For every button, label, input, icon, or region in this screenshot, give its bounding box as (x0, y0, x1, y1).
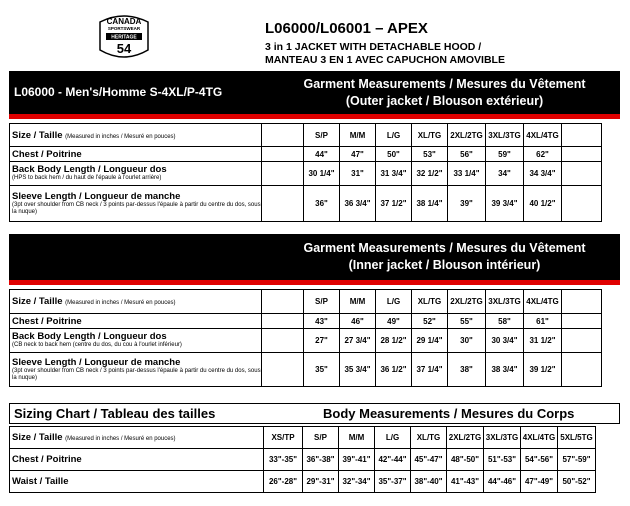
inner-chest-row (10, 314, 602, 329)
value-cell: 30" (448, 329, 486, 353)
blank-cell (562, 329, 602, 353)
blank-cell (562, 147, 602, 162)
value-cell: 47" (340, 147, 376, 162)
size-header: L/G (376, 290, 412, 314)
inner-measurement-table (9, 289, 602, 387)
size-header: 4XL/4TG (524, 124, 562, 147)
value-cell: 35" (304, 353, 340, 387)
outer-size-row (10, 124, 602, 147)
body-size-row (10, 427, 596, 449)
value-cell: 33 1/4" (448, 162, 486, 186)
value-cell: 51"-53" (484, 449, 521, 471)
inner-sleeve-row (10, 353, 602, 387)
value-cell: 36 3/4" (340, 186, 376, 222)
value-cell: 29 1/4" (412, 329, 448, 353)
inner-header-bar (9, 234, 620, 280)
size-header: 3XL/3TG (486, 290, 524, 314)
value-cell: 36"-38" (303, 449, 339, 471)
value-cell: 47"-49" (521, 471, 558, 493)
size-header: 5XL/5TG (558, 427, 596, 449)
value-cell: 38" (448, 353, 486, 387)
outer-heading-line1: Garment Measurements / Mesures du Vêtement (303, 77, 586, 91)
value-cell: 32"-34" (339, 471, 375, 493)
size-header: L/G (375, 427, 411, 449)
value-cell: 35"-37" (375, 471, 411, 493)
row-label: Back Body Length / Longueur dos (CB neck to back hem (centre du dos, du cou à l'ourlet inférieur) (10, 329, 262, 353)
value-cell: 28 1/2" (376, 329, 412, 353)
value-cell: 59" (486, 147, 524, 162)
row-label: Sleeve Length / Longueur de manche (3pt over shoulder from CB neck / 3 points par-dessus l'épaule à partir du centre du dos, sous la nuque) (10, 186, 262, 222)
inner-size-row (10, 290, 602, 314)
blank-cell (562, 353, 602, 387)
row-label: Sleeve Length / Longueur de manche (3pt over shoulder from CB neck / 3 points par-dessus l'épaule à partir du centre du dos, sous la nuque) (10, 353, 262, 387)
value-cell: 38 1/4" (412, 186, 448, 222)
size-header: 4XL/4TG (521, 427, 558, 449)
size-header: 2XL/2TG (448, 124, 486, 147)
value-cell: 39 3/4" (486, 186, 524, 222)
size-header: XS/TP (264, 427, 303, 449)
blank-cell (262, 329, 304, 353)
outer-sleeve-row (10, 186, 602, 222)
row-label: Waist / Taille (10, 471, 264, 493)
value-cell: 50"-52" (558, 471, 596, 493)
product-subtitle (265, 41, 505, 67)
blank-cell (562, 124, 602, 147)
blank-cell (562, 314, 602, 329)
outer-measurement-table (9, 123, 602, 222)
size-header: M/M (340, 290, 376, 314)
value-cell: 34 3/4" (524, 162, 562, 186)
value-cell: 34" (486, 162, 524, 186)
outer-header-bar (9, 71, 620, 114)
outer-back-length-row (10, 162, 602, 186)
inner-heading-line2: (Inner jacket / Blouson intérieur) (348, 258, 541, 272)
value-cell: 37 1/2" (376, 186, 412, 222)
subtitle-en: 3 in 1 JACKET WITH DETACHABLE HOOD / (265, 41, 482, 53)
value-cell: 54"-56" (521, 449, 558, 471)
outer-chest-row (10, 147, 602, 162)
value-cell: 31 3/4" (376, 162, 412, 186)
subtitle-fr: MANTEAU 3 EN 1 AVEC CAPUCHON AMOVIBLE (265, 54, 505, 66)
value-cell: 31" (340, 162, 376, 186)
blank-cell (262, 147, 304, 162)
value-cell: 31 1/2" (524, 329, 562, 353)
value-cell: 44"-46" (484, 471, 521, 493)
size-header: 4XL/4TG (524, 290, 562, 314)
size-header: 3XL/3TG (484, 427, 521, 449)
value-cell: 36 1/2" (376, 353, 412, 387)
value-cell: 39"-41" (339, 449, 375, 471)
value-cell: 38"-40" (411, 471, 447, 493)
product-title: L06000/L06001 – APEX (265, 20, 428, 37)
value-cell: 55" (448, 314, 486, 329)
inner-red-line (9, 280, 620, 285)
blank-cell (262, 186, 304, 222)
size-header: XL/TG (412, 124, 448, 147)
value-cell: 44" (304, 147, 340, 162)
size-header: 2XL/2TG (447, 427, 484, 449)
value-cell: 30 3/4" (486, 329, 524, 353)
body-waist-row (10, 471, 596, 493)
value-cell: 45"-47" (411, 449, 447, 471)
value-cell: 48"-50" (447, 449, 484, 471)
inner-heading-line1: Garment Measurements / Mesures du Vêtement (303, 241, 586, 255)
size-header: XL/TG (412, 290, 448, 314)
value-cell: 43" (304, 314, 340, 329)
body-measurement-table (9, 426, 596, 493)
value-cell: 39" (448, 186, 486, 222)
logo-heritage: HERITAGE (111, 34, 137, 41)
value-cell: 37 1/4" (412, 353, 448, 387)
value-cell: 40 1/2" (524, 186, 562, 222)
value-cell: 62" (524, 147, 562, 162)
body-heading: Body Measurements / Mesures du Corps (323, 406, 575, 421)
size-header: 3XL/3TG (486, 124, 524, 147)
blank-cell (262, 162, 304, 186)
size-header: M/M (339, 427, 375, 449)
sizing-chart-header (9, 403, 620, 424)
blank-cell (562, 162, 602, 186)
value-cell: 61" (524, 314, 562, 329)
outer-heading-line2: (Outer jacket / Blouson extérieur) (345, 94, 544, 108)
logo-canada: CANADA (106, 17, 142, 26)
value-cell: 42"-44" (375, 449, 411, 471)
outer-red-line (9, 114, 620, 119)
blank-cell (262, 353, 304, 387)
size-header: L/G (376, 124, 412, 147)
outer-size-label: Size / Taille (Measured in inches / Mesuré en pouces) (10, 124, 262, 147)
value-cell: 57"-59" (558, 449, 596, 471)
size-header: S/P (304, 124, 340, 147)
value-cell: 56" (448, 147, 486, 162)
value-cell: 35 3/4" (340, 353, 376, 387)
inner-back-length-row (10, 329, 602, 353)
value-cell: 58" (486, 314, 524, 329)
body-size-label: Size / Taille (Measured in inches / Mesuré en pouces) (10, 427, 264, 449)
row-label: Chest / Poitrine (10, 147, 262, 162)
size-header: M/M (340, 124, 376, 147)
sizing-chart-title: Sizing Chart / Tableau des tailles (14, 406, 216, 421)
size-header: S/P (303, 427, 339, 449)
value-cell: 39 1/2" (524, 353, 562, 387)
value-cell: 52" (412, 314, 448, 329)
value-cell: 49" (376, 314, 412, 329)
logo-number: 54 (116, 41, 132, 56)
blank-cell (562, 290, 602, 314)
blank-cell (262, 290, 304, 314)
value-cell: 33"-35" (264, 449, 303, 471)
value-cell: 41"-43" (447, 471, 484, 493)
row-label: Chest / Poitrine (10, 449, 264, 471)
outer-heading (269, 76, 620, 110)
value-cell: 36" (304, 186, 340, 222)
value-cell: 46" (340, 314, 376, 329)
inner-heading (269, 240, 620, 274)
canada-sportswear-logo (92, 12, 156, 62)
value-cell: 29"-31" (303, 471, 339, 493)
size-header: XL/TG (411, 427, 447, 449)
blank-cell (562, 186, 602, 222)
size-header: 2XL/2TG (448, 290, 486, 314)
row-label: Chest / Poitrine (10, 314, 262, 329)
body-chest-row (10, 449, 596, 471)
logo-sportswear: SPORTSWEAR (107, 26, 141, 31)
value-cell: 32 1/2" (412, 162, 448, 186)
blank-cell (262, 124, 304, 147)
value-cell: 30 1/4" (304, 162, 340, 186)
value-cell: 27" (304, 329, 340, 353)
inner-size-label: Size / Taille (Measured in inches / Mesuré en pouces) (10, 290, 262, 314)
size-header: S/P (304, 290, 340, 314)
value-cell: 50" (376, 147, 412, 162)
outer-left-title: L06000 - Men's/Homme S-4XL/P-4TG (14, 85, 223, 99)
value-cell: 38 3/4" (486, 353, 524, 387)
value-cell: 53" (412, 147, 448, 162)
value-cell: 26"-28" (264, 471, 303, 493)
row-label: Back Body Length / Longueur dos (HPS to back hem / du haut de l'épaule à l'ourlet arrière) (10, 162, 262, 186)
value-cell: 27 3/4" (340, 329, 376, 353)
blank-cell (262, 314, 304, 329)
